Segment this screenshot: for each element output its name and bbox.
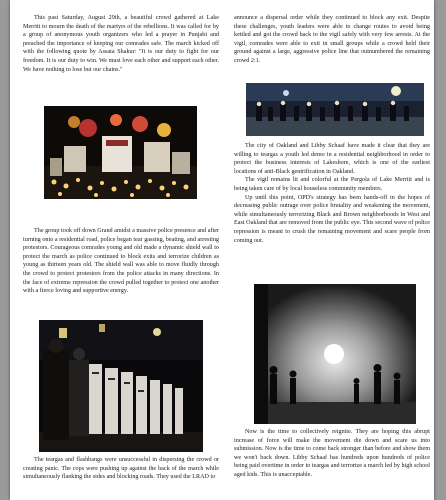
left-column-top — [23, 14, 219, 74]
paragraph-opd-strategy: Up until this point, OPD's strategy has been hands-off in the hopes of decreasing public outrage over police brutality and weakening the movement, while simultaneously terrorizing Black and Brown neighborhoods in West and East Oakland that are removed from the public eye. This second wave of police repression is meant to crush the remaining movement and scare people from coming out. — [234, 194, 430, 244]
shield-wall-photo — [39, 320, 203, 452]
teargas-street-photo — [254, 284, 416, 424]
paragraph-vigil-remains: The vigil remains lit and colorful at the Pergola of Lake Merritt and is being taken care of by local houseless community members. — [234, 177, 430, 192]
paragraph-march-police: The group took off down Grand amidst a massive police presence and after turning onto a residential road, police began tear gassing, beating, and arresting protestors. Courageous comrades young and old made a dynamic shield wall to protect the march as police continued to block exits and terrorize children as young as thirteen years old. The shield wall was able to move fluidly through the crowd to protect protestors from the police attacks in many directions. In the face of extreme repression the crowd pulled together to protect one another with a fierce loving and supportive energy. — [23, 228, 219, 295]
left-column-middle — [23, 227, 219, 296]
paragraph-teargas: The teargas and flashbangs were unsuccessful in dispersing the crowd or creating panic. The cops were pushing up against the back of the march while simultaneously flanking the sides and blocking roads. They used the LRAD to — [23, 457, 219, 481]
police-line-photo — [246, 83, 424, 136]
right-column-top — [234, 14, 430, 66]
paragraph-reignite: Now is the time to collectively reignite. They are hoping this abrupt increase of force will make the movement die down and scare us into submission. Now is the time to come back stronger than before and show them we won't back down. Libby Schaaf has hundreds upon hundreds of police being paid overtime in order to teargas and terrorize a march led by high school aged kids. This is unacceptable. — [234, 429, 430, 478]
paragraph-city-oakland: The city of Oakland and Libby Schaaf have made it clear that they are willing to teargas a youth led demo in a residential neighborhood in order to protect the business interests of Lakeshore, which is one of the earliest locations of anti-Black gentrification in Oakland. — [234, 143, 430, 175]
paragraph-dispersal: announce a dispersal order while they continued to block any exit. Despite these challenges, youth leaders were able to change routes to avoid being kettled and got the crowd back to the vigil safely with very few arrests. At the vigil, comrades were able to exit in small groups while a crowd held their ground against a large, aggressive police line that outnumbered the remaining crowd 2:1. — [234, 15, 430, 64]
document-page — [10, 0, 434, 500]
right-column-middle — [234, 142, 430, 245]
vigil-candles-photo — [44, 106, 197, 199]
left-column-bottom — [23, 456, 219, 482]
paragraph-vigil-intro: This past Saturday, August 29th, a beautiful crowd gathered at Lake Merritt to mourn the death of the martyrs of the rebellions. It was called for by a group of anonymous youth organizers who led a prayer in Punjabi and preached the importance of keeping our comrades safe. The march kicked off with the following quote by Assata Shakur: "It is our duty to fight for our freedom. It is our duty to win. We must love each other and support each other. We have nothing to lose but our chains." — [23, 15, 219, 73]
right-column-bottom — [234, 428, 430, 480]
